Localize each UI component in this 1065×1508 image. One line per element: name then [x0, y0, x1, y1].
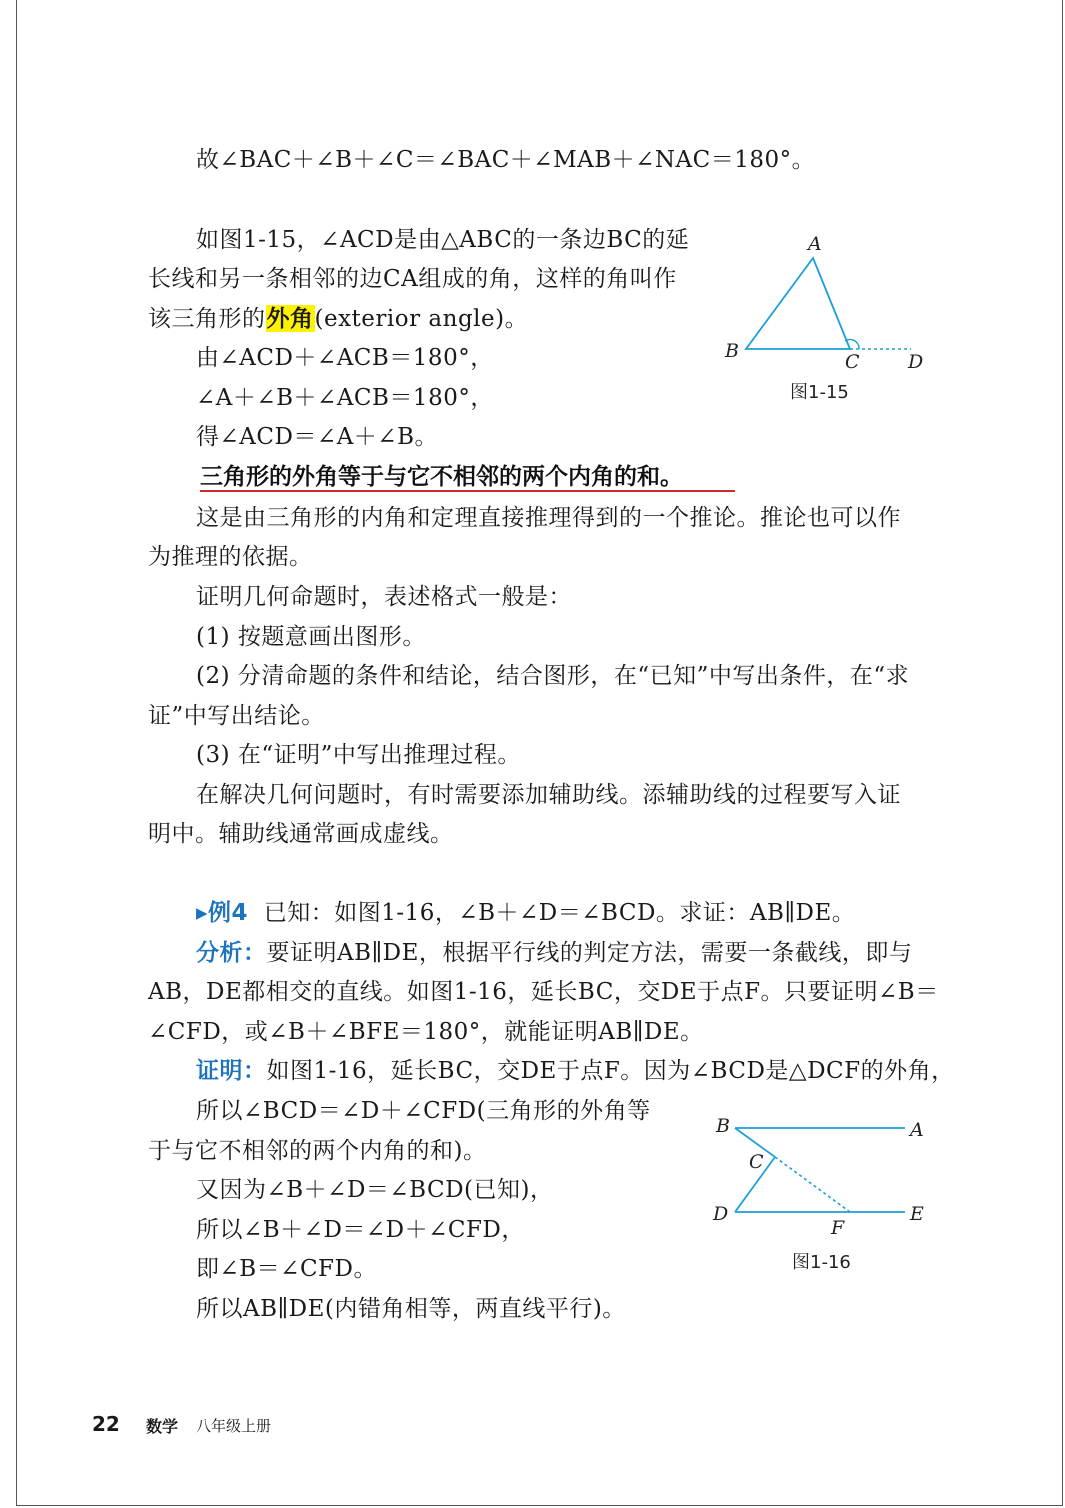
- extension-cf: [775, 1157, 850, 1212]
- text-line: 在解决几何问题时，有时需要添加辅助线。添辅助线的过程要写入证: [196, 782, 901, 808]
- figure-caption: 图1-15: [790, 382, 849, 403]
- text-line: 所以AB∥DE(内错角相等，两直线平行)。: [196, 1296, 626, 1322]
- text-line: ∠CFD，或∠B＋∠BFE＝180°，就能证明AB∥DE。: [148, 1019, 704, 1045]
- text-line: (3) 在“证明”中写出推理过程。: [196, 742, 521, 768]
- text-line: 又因为∠B＋∠D＝∠BCD(已知)，: [196, 1177, 554, 1203]
- text-line: 证”中写出结论。: [148, 703, 325, 729]
- label-A: A: [910, 1119, 924, 1141]
- triangle-abc: [746, 258, 850, 349]
- text-span: 如图1-16，延长BC，交DE于点F。因为∠BCD是△DCF的外角，: [266, 1058, 955, 1084]
- theorem-statement: 三角形的外角等于与它不相邻的两个内角的和。: [200, 464, 683, 490]
- text-line: 为推理的依据。: [148, 544, 313, 570]
- text-span: 已知：如图1-16，∠B＋∠D＝∠BCD。求证：AB∥DE。: [263, 900, 856, 926]
- label-C: C: [845, 351, 860, 373]
- proof-label: 证明：: [196, 1058, 267, 1084]
- text-line: (2) 分清命题的条件和结论，结合图形，在“已知”中写出条件，在“求: [196, 663, 910, 689]
- label-E: E: [910, 1203, 924, 1225]
- analysis-line: [196, 938, 912, 968]
- highlighted-term: 外角: [266, 305, 314, 332]
- text-line: 即∠B＝∠CFD。: [196, 1256, 377, 1282]
- label-D: D: [908, 351, 924, 373]
- text-span: 要证明AB∥DE，根据平行线的判定方法，需要一条截线，即与: [266, 940, 913, 966]
- proof-line: [196, 1056, 955, 1086]
- text-line: ∠A＋∠B＋∠ACB＝180°，: [196, 385, 494, 411]
- label-D: D: [713, 1203, 729, 1225]
- text-line: 如图1-15，∠ACD是由△ABC的一条边BC的延: [196, 227, 690, 253]
- example-label: ▸例4: [196, 900, 249, 926]
- label-A: A: [808, 233, 822, 255]
- text-line: 所以∠BCD＝∠D＋∠CFD(三角形的外角等: [196, 1098, 651, 1124]
- text-line: (1) 按题意画出图形。: [196, 624, 426, 650]
- figure-1-15: [715, 228, 940, 378]
- label-C: C: [749, 1151, 764, 1173]
- analysis-label: 分析：: [196, 940, 267, 966]
- theorem-underline: [200, 490, 735, 492]
- label-B: B: [716, 1115, 730, 1137]
- text-line: 证明几何命题时，表述格式一般是：: [196, 584, 572, 610]
- page-number: 22: [92, 1412, 120, 1436]
- label-B: B: [725, 340, 739, 362]
- text-line: 故∠BAC＋∠B＋∠C＝∠BAC＋∠MAB＋∠NAC＝180°。: [196, 147, 816, 173]
- text-line: 这是由三角形的内角和定理直接推理得到的一个推论。推论也可以作: [196, 505, 901, 531]
- text-span: (exterior angle)。: [314, 306, 529, 332]
- text-line: 明中。辅助线通常画成虚线。: [148, 821, 454, 847]
- subject-name: 数学: [146, 1417, 179, 1436]
- grade-label: 八年级上册: [196, 1417, 272, 1435]
- text-span: 该三角形的: [148, 306, 266, 332]
- text-line: [148, 304, 528, 334]
- text-line: 长线和另一条相邻的边CA组成的角，这样的角叫作: [148, 266, 677, 292]
- text-line: 于与它不相邻的两个内角的和)。: [148, 1138, 487, 1164]
- text-line: 由∠ACD＋∠ACB＝180°，: [196, 345, 494, 371]
- figure-1-16: [705, 1110, 940, 1235]
- text-line: 所以∠B＋∠D＝∠D＋∠CFD，: [196, 1217, 525, 1243]
- text-line: AB，DE都相交的直线。如图1-16，延长BC，交DE于点F。只要证明∠B＝: [148, 979, 939, 1005]
- label-F: F: [831, 1217, 845, 1235]
- text-line: 得∠ACD＝∠A＋∠B。: [196, 424, 438, 450]
- example-line: [196, 898, 855, 928]
- figure-caption: 图1-16: [792, 1252, 851, 1273]
